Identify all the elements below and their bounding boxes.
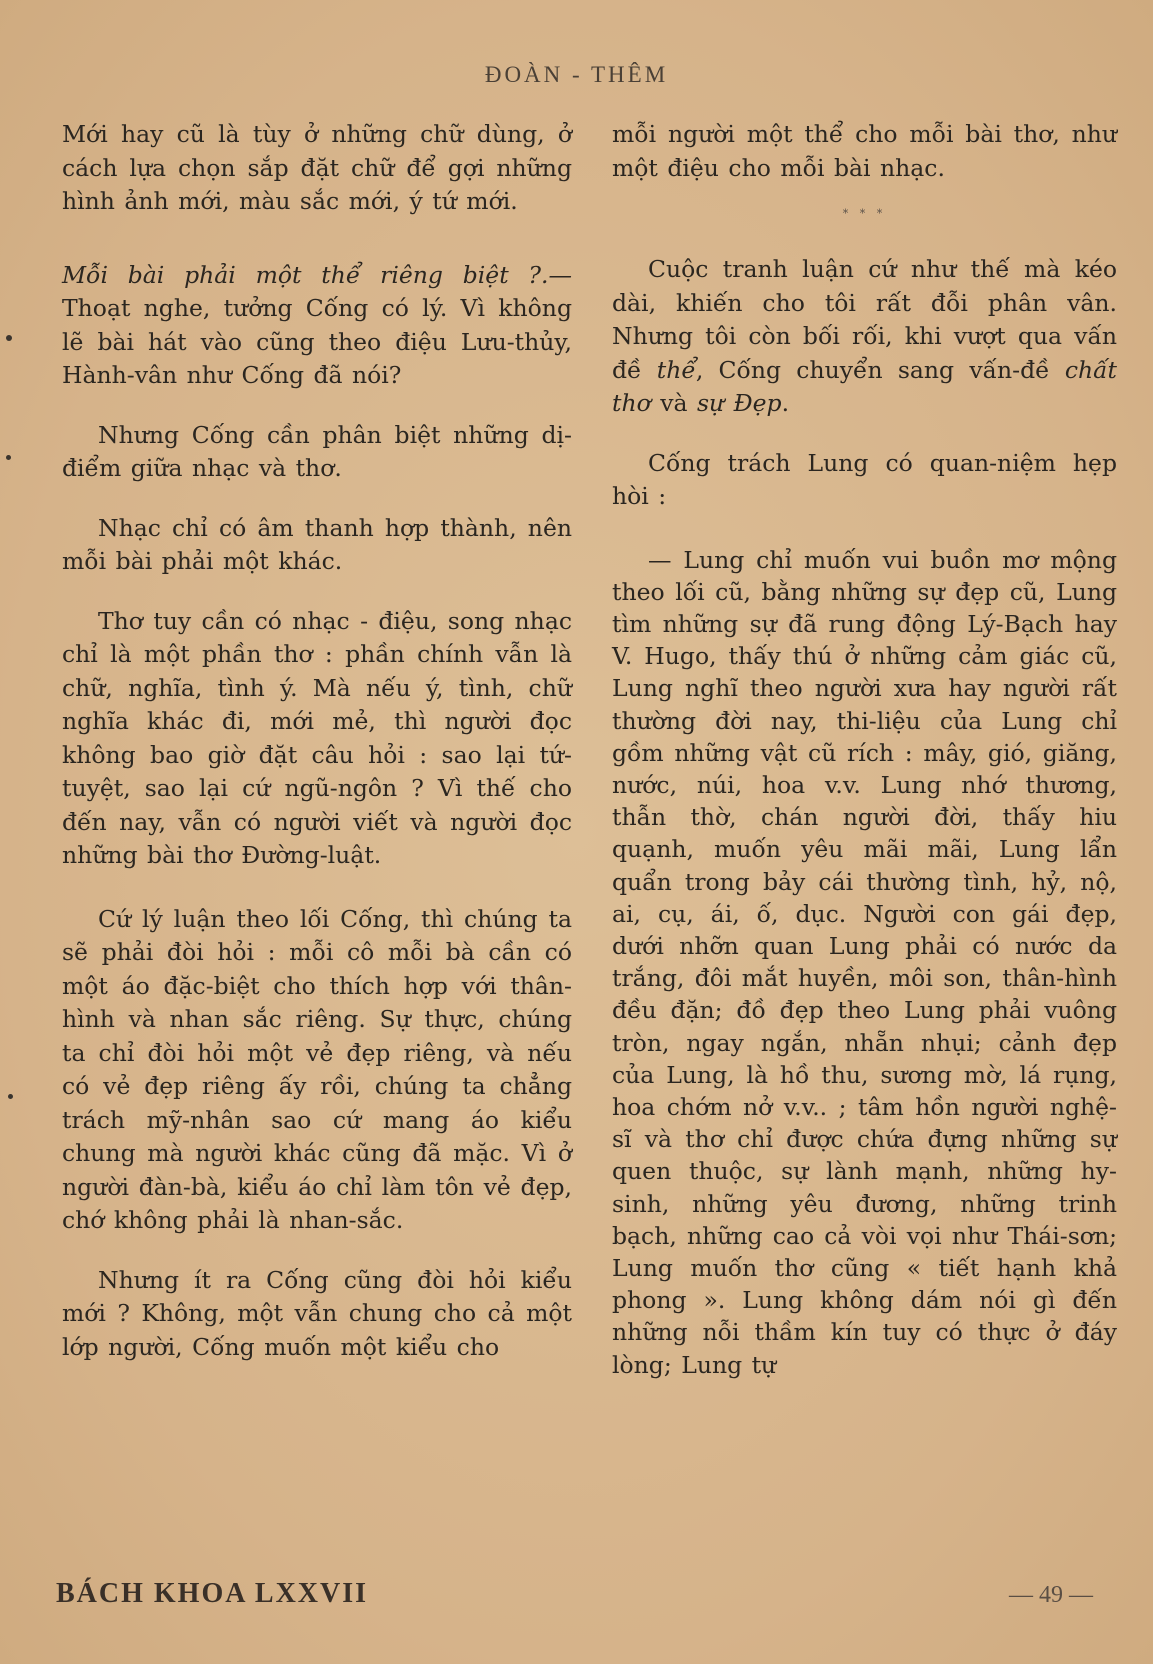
publication-footer: BÁCH KHOA LXXVII [56, 1578, 369, 1609]
italic-term: sự Đẹp [697, 389, 782, 417]
paragraph: Cứ lý luận theo lối Cống, thì chúng ta sẽ phải đòi hỏi : mỗi cô mỗi bà cần có một áo đặc-biệt cho thích hợp với thân-hình và nhan sắc riêng. Sự thực, chúng ta chỉ đòi hỏi một vẻ đẹp riêng, và nếu có vẻ đẹp riêng ấy rồi, chúng ta chẳng trách mỹ-nhân sao cứ mang áo kiểu chung mà người khác cũng đã mặc. Vì ở người đàn-bà, kiểu áo chỉ làm tôn vẻ đẹp, chớ không phải là nhan-sắc. [62, 904, 572, 1234]
italic-term: thể [656, 355, 696, 384]
margin-dot [8, 1094, 13, 1099]
paragraph: Nhưng Cống cần phân biệt những dị-điểm giữa nhạc và thơ. [62, 420, 572, 482]
section-separator: * * * [842, 207, 887, 220]
paragraph: Nhạc chỉ có âm thanh hợp thành, nên mỗi bài phải một khác. [62, 513, 572, 575]
paragraph-text: Thoạt nghe, tưởng Cống có lý. Vì không lẽ bài hát vào cũng theo điệu Lưu-thủy, Hành-vân như Cống đã nói? [62, 294, 572, 389]
paragraph-text: . [781, 389, 790, 417]
right-column [612, 118, 1117, 1381]
paragraph: Thơ tuy cần có nhạc - điệu, song nhạc chỉ là một phần thơ : phần chính vẫn là chữ, nghĩa, tình ý. Mà nếu ý, tình, chữ nghĩa khác đi, mới mẻ, thì người đọc không bao giờ đặt câu hỏi : sao lại tứ-tuyệt, sao lại cứ ngũ-ngôn ? Vì thế cho đến nay, vẫn có người viết và người đọc những bài thơ Đường-luật. [62, 606, 572, 869]
running-header: ĐOÀN - THÊM [484, 62, 669, 87]
paragraph [612, 253, 1117, 421]
paragraph-text: , Cống chuyển sang vấn-đề [695, 355, 1050, 384]
margin-dot [6, 455, 11, 460]
paragraph-text: Cuộc tranh luận cứ như thế mà kéo dài, khiến cho tôi rất đỗi phân vân. Nhưng tôi còn bối rối, khi vượt qua vấn đề [612, 255, 1117, 384]
paragraph: — Lung chỉ muốn vui buồn mơ mộng theo lối cũ, bằng những sự đẹp cũ, Lung tìm những sự đã rung động Lý-Bạch hay V. Hugo, thấy thú ở những cảm giác cũ, Lung nghĩ theo người xưa hay người rất thường đời nay, thi-liệu của Lung chỉ gồm những vật cũ rích : mây, gió, giăng, nước, núi, hoa v.v. Lung nhớ thương, thẫn thờ, chán người đời, thấy hiu quạnh, muốn yêu mãi mãi, Lung lẩn quẩn trong bảy cái thường tình, hỷ, nộ, ai, cụ, ái, ố, dục. Người con gái đẹp, dưới nhỡn quan Lung phải có nước da trắng, đôi mắt huyền, môi son, thân-hình đều đặn; đồ đẹp theo Lung phải vuông tròn, ngay ngắn, nhẵn nhụi; cảnh đẹp của Lung, là hồ thu, sương mờ, lá rụng, hoa chớm nở v.v.. ; tâm hồn người nghệ-sĩ và thơ chỉ được chứa đựng những sự quen thuộc, sự lành mạnh, những hy-sinh, những yêu đương, những trinh bạch, những cao cả vòi vọi như Thái-sơn; Lung muốn thơ cũng « tiết hạnh khả phong ». Lung không dám nói gì đến những nỗi thầm kín tuy có thực ở đáy lòng; Lung tự [612, 545, 1117, 1379]
italic-term: chất thơ [612, 355, 1117, 417]
paragraph: Cống trách Lung có quan-niệm hẹp hòi : [612, 448, 1117, 510]
paragraph: Mới hay cũ là tùy ở những chữ dùng, ở cách lựa chọn sắp đặt chữ để gợi những hình ảnh mới, màu sắc mới, ý tứ mới. [62, 120, 572, 215]
paragraph: mỗi người một thể cho mỗi bài thơ, như một điệu cho mỗi bài nhạc. [612, 120, 1117, 182]
italic-quote: Mỗi bài phải một thể riêng biệt ?.— [62, 260, 572, 289]
margin-dot [6, 335, 12, 341]
paragraph: Nhưng ít ra Cống cũng đòi hỏi kiểu mới ? Không, một vẫn chung cho cả một lớp người, Cống muốn một kiểu cho [62, 1265, 572, 1361]
paragraph-text: và [660, 389, 688, 417]
left-column [62, 118, 572, 1364]
page-number: — 49 — [1009, 1582, 1093, 1608]
paragraph [62, 259, 572, 393]
